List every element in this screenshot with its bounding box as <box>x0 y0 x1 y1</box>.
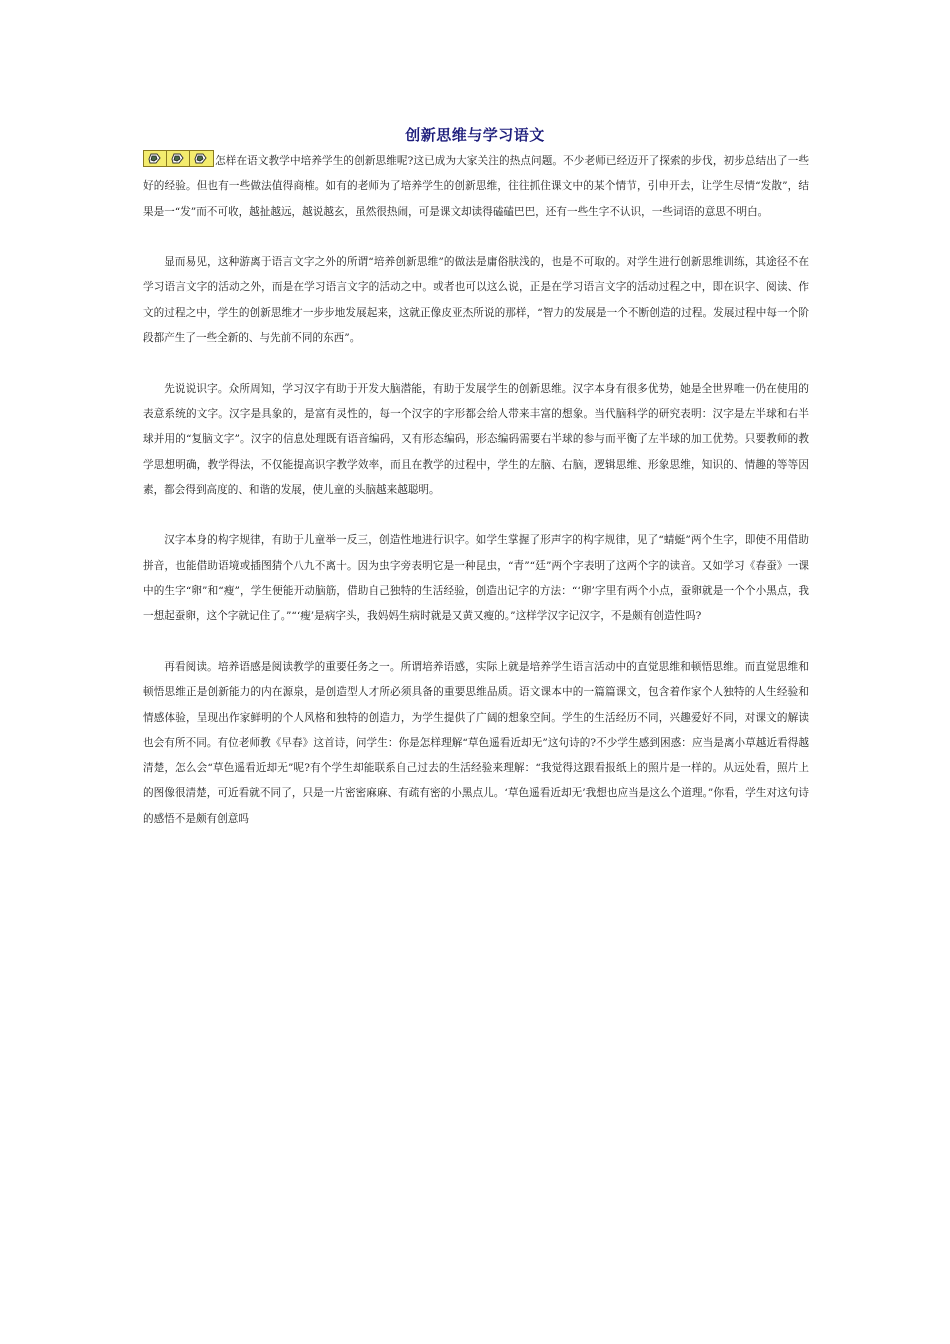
paper-clip-icon <box>190 151 213 166</box>
decorative-icon-strip <box>143 150 214 167</box>
document-body <box>143 149 809 857</box>
document-title: 创新思维与学习语文 <box>405 126 545 144</box>
paragraph-2: 显而易见，这种游离于语言文字之外的所谓“培养创新思维”的做法是庸俗肤浅的，也是不可取的。对学生进行创新思维训练，其途径不在学习语言文字的活动之外，而是在学习语言文字的活动之中。或者也可以这么说，正是在学习语言文字的活动过程之中，即在识字、阅读、作文的过程之中，学生的创新思维才一步步地发展起来，这就正像皮亚杰所说的那样，“智力的发展是一个不断创造的过程。发展过程中每一个阶段都产生了一些全新的、与先前不同的东西”。 <box>143 256 809 345</box>
paper-clip-icon <box>144 151 167 166</box>
paragraph-5: 再看阅读。培养语感是阅读教学的重要任务之一。所谓培养语感，实际上就是培养学生语言活动中的直觉思维和顿悟思维。而直觉思维和顿悟思维正是创新能力的内在源泉，是创造型人才所必须具备的重要思维品质。语文课本中的一篇篇课文，包含着作家个人独特的人生经验和情感体验，呈现出作家鲜明的个人风格和独特的创造力，为学生提供了广阔的想象空间。学生的生活经历不同，兴趣爱好不同，对课文的解读也会有所不同。有位老师教《早春》这首诗，问学生：你是怎样理解“草色遥看近却无”这句诗的?不少学生感到困惑：应当是离小草越近看得越清楚，怎么会“草色遥看近却无”呢?有个学生却能联系自己过去的生活经验来理解：“我觉得这跟看报纸上的照片是一样的。从远处看，照片上的图像很清楚，可近看就不同了，只是一片密密麻麻、有疏有密的小黑点儿。‘草色遥看近却无’我想也应当是这么个道理。”你看，学生对这句诗的感悟不是颇有创意吗 <box>143 660 809 825</box>
paper-clip-icon <box>167 151 190 166</box>
paragraph-3: 先说说识字。众所周知，学习汉字有助于开发大脑潜能，有助于发展学生的创新思维。汉字本身有很多优势，她是全世界唯一仍在使用的表意系统的文字。汉字是具象的，是富有灵性的，每一个汉字的字形都会给人带来丰富的想象。当代脑科学的研究表明：汉字是左半球和右半球并用的“复脑文字”。汉字的信息处理既有语音编码，又有形态编码，形态编码需要右半球的参与而平衡了左半球的加工优势。只要教师的教学思想明确，教学得法，不仅能提高识字教学效率，而且在教学的过程中，学生的左脑、右脑，逻辑思维、形象思维，知识的、情趣的等等因素，都会得到高度的、和谐的发展，使儿童的头脑越来越聪明。 <box>143 382 809 496</box>
paragraph-4: 汉字本身的构字规律，有助于儿童举一反三，创造性地进行识字。如学生掌握了形声字的构字规律，见了“蜻蜓”两个生字，即使不用借助拼音，也能借助语境或插图猜个八九不离十。因为虫字旁表明它是一种昆虫，“青”“廷”两个字表明了这两个字的读音。又如学习《春蚕》一课中的生字“卵”和“瘦”，学生便能开动脑筋，借助自己独特的生活经验，创造出记字的方法：“‘卵’字里有两个小点，蚕卵就是一个个小黑点，我一想起蚕卵，这个字就记住了。”“‘瘦’是病字头，我妈妈生病时就是又黄又瘦的。”这样学汉字记汉字，不是颇有创造性吗? <box>143 534 809 623</box>
paragraph-1-text: 怎样在语文教学中培养学生的创新思维呢?这已成为大家关注的热点问题。不少老师已经迈开了探索的步伐，初步总结出了一些好的经验。但也有一些做法值得商榷。如有的老师为了培养学生的创新思维，往往抓住课文中的某个情节，引申开去，让学生尽情“发散”，结果是一“发”而不可收，越扯越远，越说越玄，虽然很热闹，可是课文却读得磕磕巴巴，还有一些生字不认识，一些词语的意思不明白。 <box>143 155 809 218</box>
paragraph-1 <box>143 149 809 225</box>
